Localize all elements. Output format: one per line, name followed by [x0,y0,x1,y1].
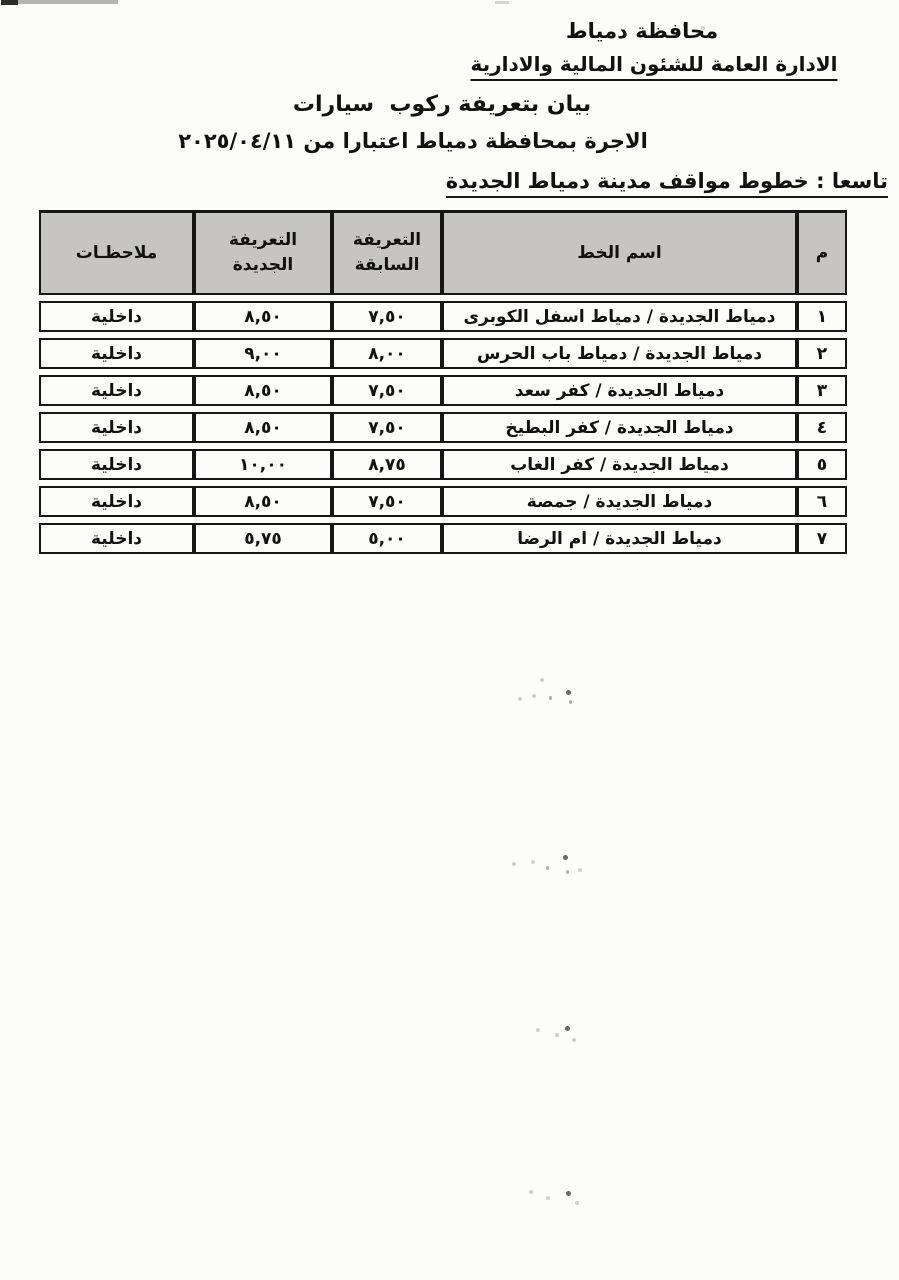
governorate-title: محافظة دمياط [565,19,719,43]
scan-speck [536,1028,540,1032]
scan-speck [569,700,572,704]
notes-value: داخلية [39,412,194,443]
scan-speck [518,697,522,701]
row-number: ٣ [797,375,847,406]
row-number: ٤ [797,412,847,443]
line-name: دمياط الجديدة / كفر البطيخ [442,412,797,443]
scan-speck [531,860,535,864]
tariff-table [39,204,847,560]
scan-speck [563,855,568,860]
table-row [39,412,847,443]
scan-speck [495,1,509,4]
table-row [39,375,847,406]
scan-speck [512,862,516,866]
scan-edge-artifact [18,0,118,4]
previous-tariff: ٧,٥٠ [332,486,442,517]
notes-value: داخلية [39,301,194,332]
previous-tariff: ٥,٠٠ [332,523,442,554]
table-row [39,523,847,554]
new-tariff: ٨,٥٠ [194,412,332,443]
row-number: ٧ [797,523,847,554]
table-header-row [39,210,847,295]
scan-speck [578,868,582,872]
scan-speck [540,678,544,682]
notes-value: داخلية [39,375,194,406]
statement-title: بيان بتعريفة ركوب سيارات [292,92,592,117]
col-header-prev-tariff: التعريفة السابقة [332,210,442,295]
scan-speck [555,1033,559,1037]
line-name: دمياط الجديدة / دمياط اسفل الكوبرى [442,301,797,332]
previous-tariff: ٧,٥٠ [332,412,442,443]
scan-edge-artifact [1,0,18,5]
notes-value: داخلية [39,338,194,369]
line-name: دمياط الجديدة / كفر الغاب [442,449,797,480]
notes-value: داخلية [39,523,194,554]
effective-date-line: الاجرة بمحافظة دمياط اعتبارا من ٢٠٢٥/٠٤/١١ [178,129,648,153]
new-tariff: ٥,٧٥ [194,523,332,554]
scan-speck [529,1190,533,1194]
scan-speck [546,866,549,870]
scan-speck [572,1038,576,1042]
new-tariff: ٨,٥٠ [194,486,332,517]
line-name: دمياط الجديدة / ام الرضا [442,523,797,554]
scan-speck [575,1201,579,1205]
new-tariff: ٩,٠٠ [194,338,332,369]
scan-speck [566,870,569,874]
section-heading: تاسعا : خطوط مواقف مدينة دمياط الجديدة [446,169,888,198]
table-row [39,449,847,480]
line-name: دمياط الجديدة / جمصة [442,486,797,517]
col-header-new-tariff: التعريفة الجديدة [194,210,332,295]
row-number: ٥ [797,449,847,480]
line-name: دمياط الجديدة / كفر سعد [442,375,797,406]
col-header-notes: ملاحظـات [39,210,194,295]
scan-speck [566,690,571,695]
table-row [39,486,847,517]
row-number: ١ [797,301,847,332]
new-tariff: ٨,٥٠ [194,301,332,332]
administration-title: الادارة العامة للشئون المالية والادارية [470,52,837,81]
new-tariff: ٨,٥٠ [194,375,332,406]
scan-speck [565,1026,570,1031]
row-number: ٦ [797,486,847,517]
scan-speck [546,1196,550,1200]
previous-tariff: ٨,٧٥ [332,449,442,480]
notes-value: داخلية [39,449,194,480]
scan-speck [532,694,536,698]
scan-speck [549,696,552,700]
col-header-line-name: اسم الخط [442,210,797,295]
col-header-num: م [797,210,847,295]
previous-tariff: ٧,٥٠ [332,301,442,332]
previous-tariff: ٨,٠٠ [332,338,442,369]
scan-speck [566,1191,571,1196]
table-row [39,338,847,369]
line-name: دمياط الجديدة / دمياط باب الحرس [442,338,797,369]
notes-value: داخلية [39,486,194,517]
new-tariff: ١٠,٠٠ [194,449,332,480]
row-number: ٢ [797,338,847,369]
table-row [39,301,847,332]
previous-tariff: ٧,٥٠ [332,375,442,406]
